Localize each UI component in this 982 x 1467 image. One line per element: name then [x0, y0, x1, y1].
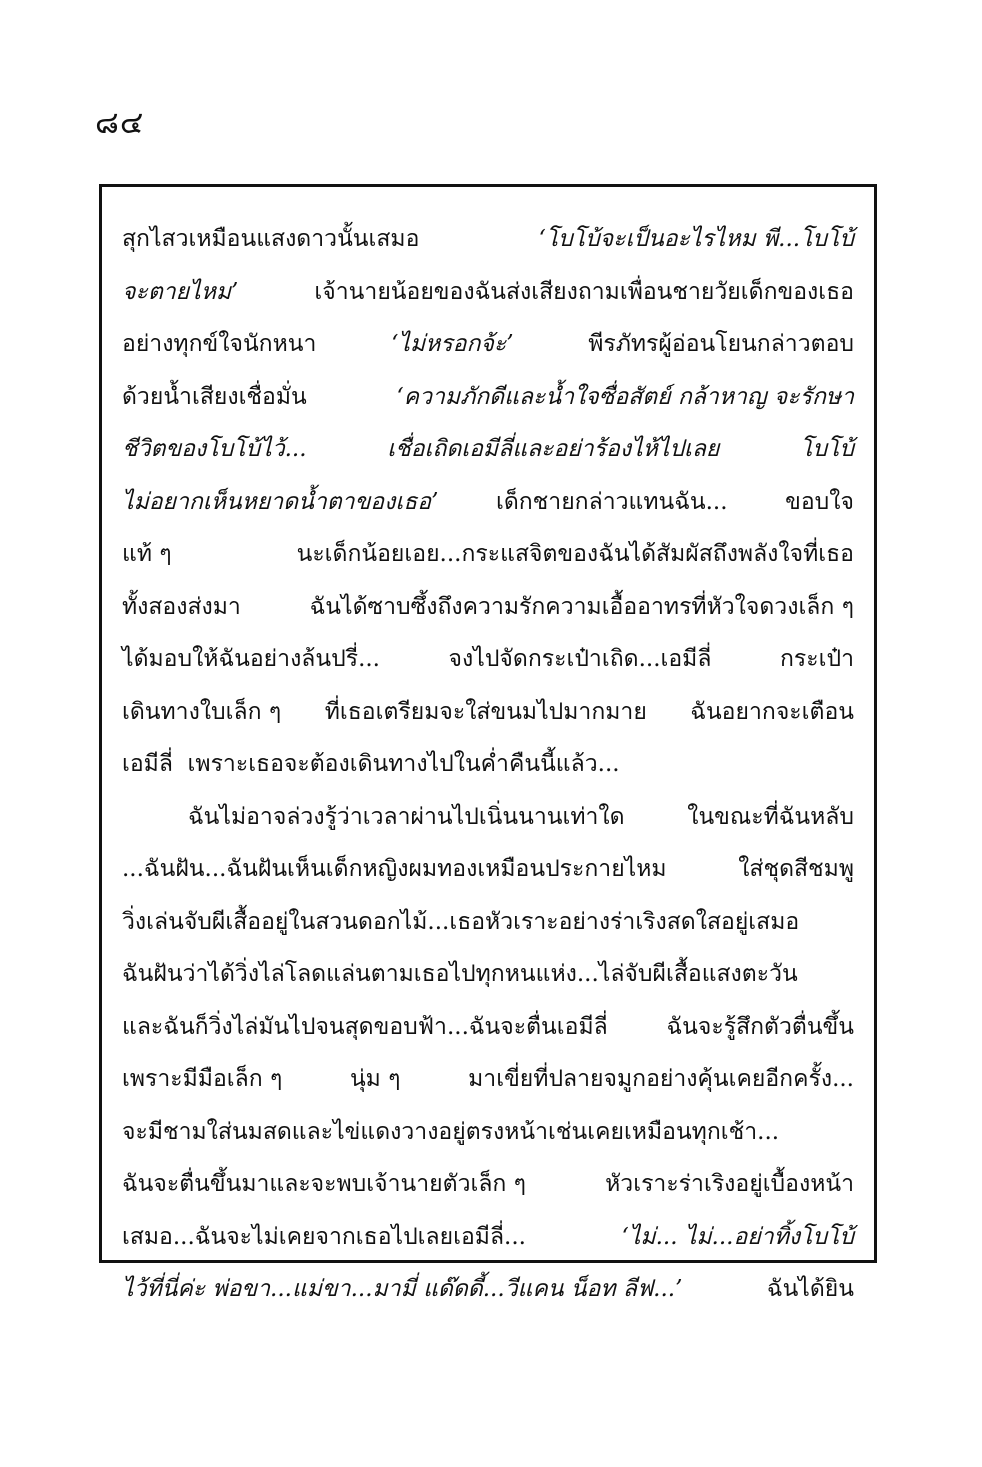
text-segment: เจ้านายน้อยของฉันส่งเสียงถามเพื่อนชายวัยเด็กของเธอ — [314, 278, 854, 305]
text-segment: ใส่ชุดสีชมพู — [738, 856, 854, 882]
text-segment: เดินทางใบเล็ก ๆ — [122, 698, 282, 725]
text-segment: เสมอ...ฉันจะไม่เคยจากเธอไปเลยเอมีลี่... — [122, 1223, 526, 1250]
text-segment: นุ่ม ๆ — [349, 1066, 401, 1092]
text-line — [122, 1053, 854, 1106]
italic-text-segment: จะตายไหม’ — [122, 278, 239, 305]
text-segment: ฉันฝันว่าได้วิ่งไล่โลดแล่นตามเธอไปทุกหนแห่ง...ไล่จับผีเสื้อแสงตะวัน — [122, 961, 798, 987]
text-line — [122, 738, 854, 791]
italic-text-segment: ชีวิตของโบโบ้ไว้... — [122, 436, 307, 462]
text-segment: นะเด็กน้อยเอย...กระแสจิตของฉันได้สัมผัสถึงพลังใจที่เธอ — [296, 541, 854, 567]
text-line — [122, 896, 854, 949]
text-segment: เด็กชายกล่าวแทนฉัน... — [495, 488, 728, 515]
text-segment: ฉันได้ยิน — [766, 1276, 854, 1302]
text-segment: อย่างทุกข์ใจนักหนา — [122, 331, 317, 357]
text-segment: จงไปจัดกระเป๋าเถิด...เอมีลี่ — [448, 646, 712, 672]
text-line — [122, 1158, 854, 1211]
text-segment: และฉันก็วิ่งไล่มันไปจนสุดขอบฟ้า...ฉันจะตื่นเอมีลี่ — [122, 1013, 608, 1040]
text-segment: กระเป๋า — [779, 646, 854, 672]
text-line — [122, 686, 854, 739]
text-line — [122, 318, 854, 371]
text-line — [122, 528, 854, 581]
italic-text-segment: ไว้ที่นี่ค่ะ พ่อขา...แม่ขา...มามี่ แด๊ดดี้...วีแคน น็อท ลีฟ...’ — [122, 1276, 683, 1302]
text-segment: ด้วยน้ำเสียงเชื่อมั่น — [122, 383, 307, 410]
text-line — [122, 948, 854, 1001]
italic-text-segment: ไม่อยากเห็นหยาดน้ำตาของเธอ’ — [122, 488, 439, 515]
text-line — [122, 581, 854, 634]
text-line — [122, 1211, 854, 1264]
text-segment: เอมีลี่ เพราะเธอจะต้องเดินทางไปในค่ำคืนนี้แล้ว... — [122, 751, 620, 777]
text-segment: มาเขี่ยที่ปลายจมูกอย่างคุ้นเคยอีกครั้ง... — [468, 1066, 854, 1092]
text-segment: ฉันจะรู้สึกตัวตื่นขึ้น — [666, 1013, 854, 1040]
text-line — [122, 1001, 854, 1054]
italic-text-segment: เชื่อเถิดเอมีลี่และอย่าร้องไห้ไปเลย — [387, 436, 720, 462]
text-segment: แท้ ๆ — [122, 541, 172, 567]
text-segment: ในขณะที่ฉันหลับ — [687, 803, 854, 830]
text-segment: ได้มอบให้ฉันอย่างล้นปรี่... — [122, 646, 380, 672]
text-line — [122, 843, 854, 896]
text-line — [122, 1106, 854, 1159]
text-line — [122, 1263, 854, 1316]
text-segment: ...ฉันฝัน...ฉันฝันเห็นเด็กหญิงผมทองเหมือนประกายไหม — [122, 856, 667, 882]
text-segment: ฉันไม่อาจล่วงรู้ว่าเวลาผ่านไปเนิ่นนานเท่าใด — [188, 803, 625, 830]
text-line — [122, 371, 854, 424]
italic-text-segment: ‘ไม่... ไม่...อย่าทิ้งโบโบ้ — [621, 1223, 854, 1250]
text-segment: ทั้งสองส่งมา — [122, 593, 241, 620]
text-line — [122, 266, 854, 319]
text-line — [122, 791, 854, 844]
text-line — [122, 476, 854, 529]
text-segment: ที่เธอเตรียมจะใส่ขนมไปมากมาย — [324, 698, 647, 725]
text-segment: จะมีชามใส่นมสดและไข่แดงวางอยู่ตรงหน้าเช่นเคยเหมือนทุกเช้า... — [122, 1118, 780, 1145]
italic-text-segment: ‘ไม่หรอกจ้ะ’ — [391, 331, 514, 357]
text-segment: เพราะมีมือเล็ก ๆ — [122, 1066, 283, 1092]
text-box — [99, 184, 877, 1302]
italic-text-segment: ‘ความภักดีและน้ำใจซื่อสัตย์ กล้าหาญ จะรักษา — [396, 383, 854, 410]
text-segment: สุกไสวเหมือนแสงดาวนั้นเสมอ — [122, 226, 420, 252]
page-number: ๘๔ — [95, 105, 145, 141]
text-segment: วิ่งเล่นจับผีเสื้ออยู่ในสวนดอกไม้...เธอหัวเราะอย่างร่าเริงสดใสอยู่เสมอ — [122, 908, 800, 935]
text-segment: หัวเราะร่าเริงอยู่เบื้องหน้า — [605, 1171, 854, 1197]
text-segment: ฉันจะตื่นขึ้นมาและจะพบเจ้านายตัวเล็ก ๆ — [122, 1171, 527, 1197]
text-line — [122, 633, 854, 686]
text-segment: ฉันได้ซาบซึ้งถึงความรักความเอื้ออาทรที่หัวใจดวงเล็ก ๆ — [309, 593, 854, 620]
text-segment: ฉันอยากจะเตือน — [690, 698, 854, 725]
text-segment: ขอบใจ — [785, 488, 854, 515]
text-line — [122, 213, 854, 266]
text-segment: พีรภัทรผู้อ่อนโยนกล่าวตอบ — [588, 331, 854, 357]
italic-text-segment: ‘โบโบ้จะเป็นอะไรไหม พี...โบโบ้ — [538, 226, 854, 252]
text-line — [122, 423, 854, 476]
body-text — [122, 213, 854, 1316]
italic-text-segment: โบโบ้ — [800, 436, 854, 462]
